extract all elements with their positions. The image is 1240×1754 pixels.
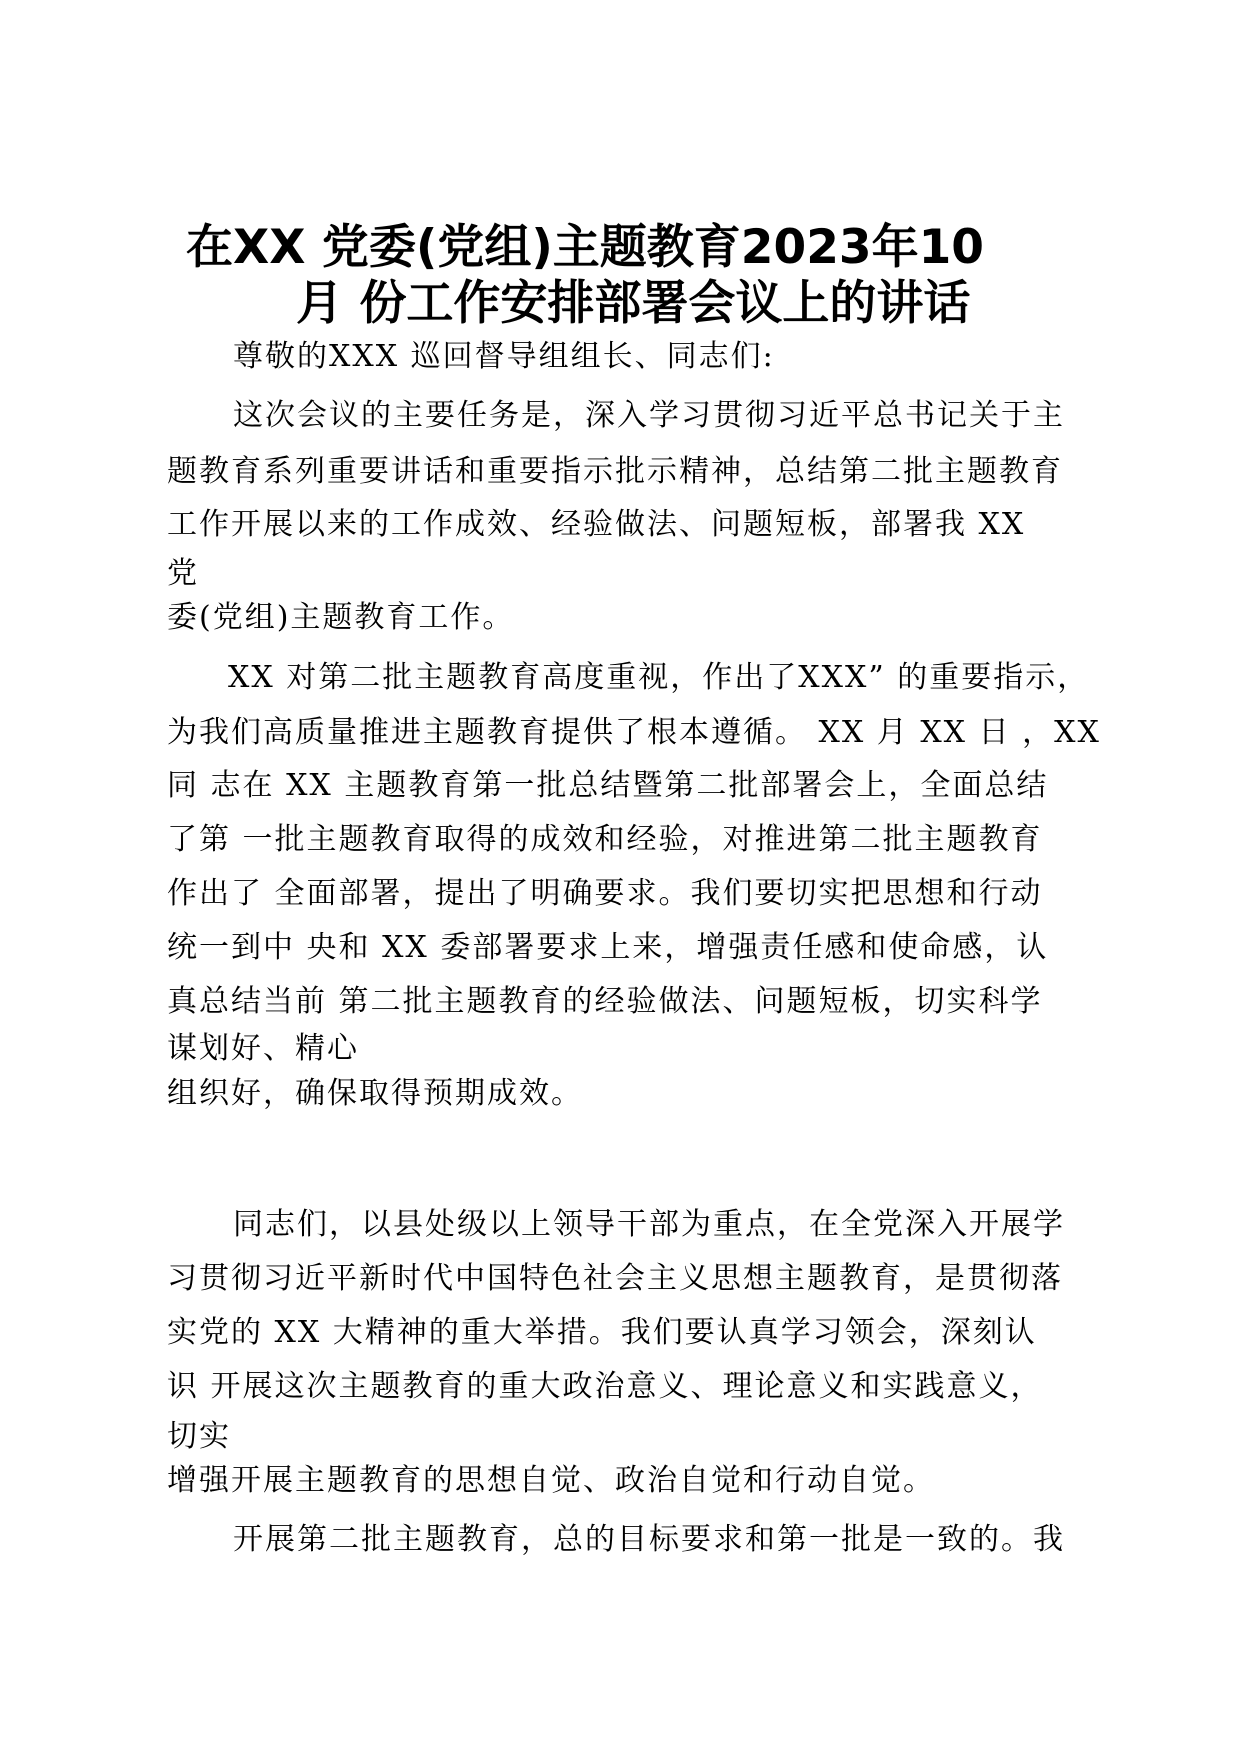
salutation: 尊敬的XXX 巡回督导组组长、同志们: <box>233 339 775 374</box>
paragraph-line: 这次会议的主要任务是，深入学习贯彻习近平总书记关于主 <box>233 398 1065 433</box>
paragraph-line: 作出了 全面部署，提出了明确要求。我们要切实把思想和行动 <box>167 876 1043 911</box>
paragraph-line: 谋划好、精心 <box>167 1031 359 1066</box>
paragraph-line: 党 <box>167 556 199 591</box>
paragraph-line: 统一到中 央和 XX 委部署要求上来，增强责任感和使命感，认 <box>167 930 1049 965</box>
paragraph-line: 习贯彻习近平新时代中国特色社会主义思想主题教育，是贯彻落 <box>167 1261 1063 1296</box>
paragraph-line: 识 开展这次主题教育的重大政治意义、理论意义和实践意义， <box>167 1369 1043 1404</box>
paragraph-line: 同志们，以县处级以上领导干部为重点，在全党深入开展学 <box>233 1207 1065 1242</box>
paragraph-line: 了第 一批主题教育取得的成效和经验，对推进第二批主题教育 <box>167 822 1043 857</box>
paragraph-line: 为我们高质量推进主题教育提供了根本遵循。 XX 月 XX 日 ，XX <box>167 715 1101 750</box>
paragraph-line: 实党的 XX 大精神的重大举措。我们要认真学习领会，深刻认 <box>167 1315 1037 1350</box>
paragraph-line: 题教育系列重要讲话和重要指示批示精神，总结第二批主题教育 <box>167 454 1063 489</box>
paragraph-line: 切实 <box>167 1419 231 1454</box>
paragraph-line: XX 对第二批主题教育高度重视，作出了XXX” 的重要指示， <box>228 660 1090 695</box>
document-title-line-1: 在XX 党委(党组)主题教育2023年10 <box>186 220 985 275</box>
paragraph-line: 工作开展以来的工作成效、经验做法、问题短板，部署我 XX <box>167 507 1026 542</box>
paragraph-line: 增强开展主题教育的思想自觉、政治自觉和行动自觉。 <box>167 1463 935 1498</box>
document-title-line-2: 月 份工作安排部署会议上的讲话 <box>296 276 971 331</box>
paragraph-line: 组织好，确保取得预期成效。 <box>167 1076 583 1111</box>
paragraph-line: 同 志在 XX 主题教育第一批总结暨第二批部署会上，全面总结 <box>167 768 1049 803</box>
paragraph-line: 真总结当前 第二批主题教育的经验做法、问题短板，切实科学 <box>167 984 1043 1019</box>
paragraph-line: 开展第二批主题教育，总的目标要求和第一批是一致的。我 <box>233 1522 1065 1557</box>
paragraph-line: 委(党组)主题教育工作。 <box>167 600 515 635</box>
